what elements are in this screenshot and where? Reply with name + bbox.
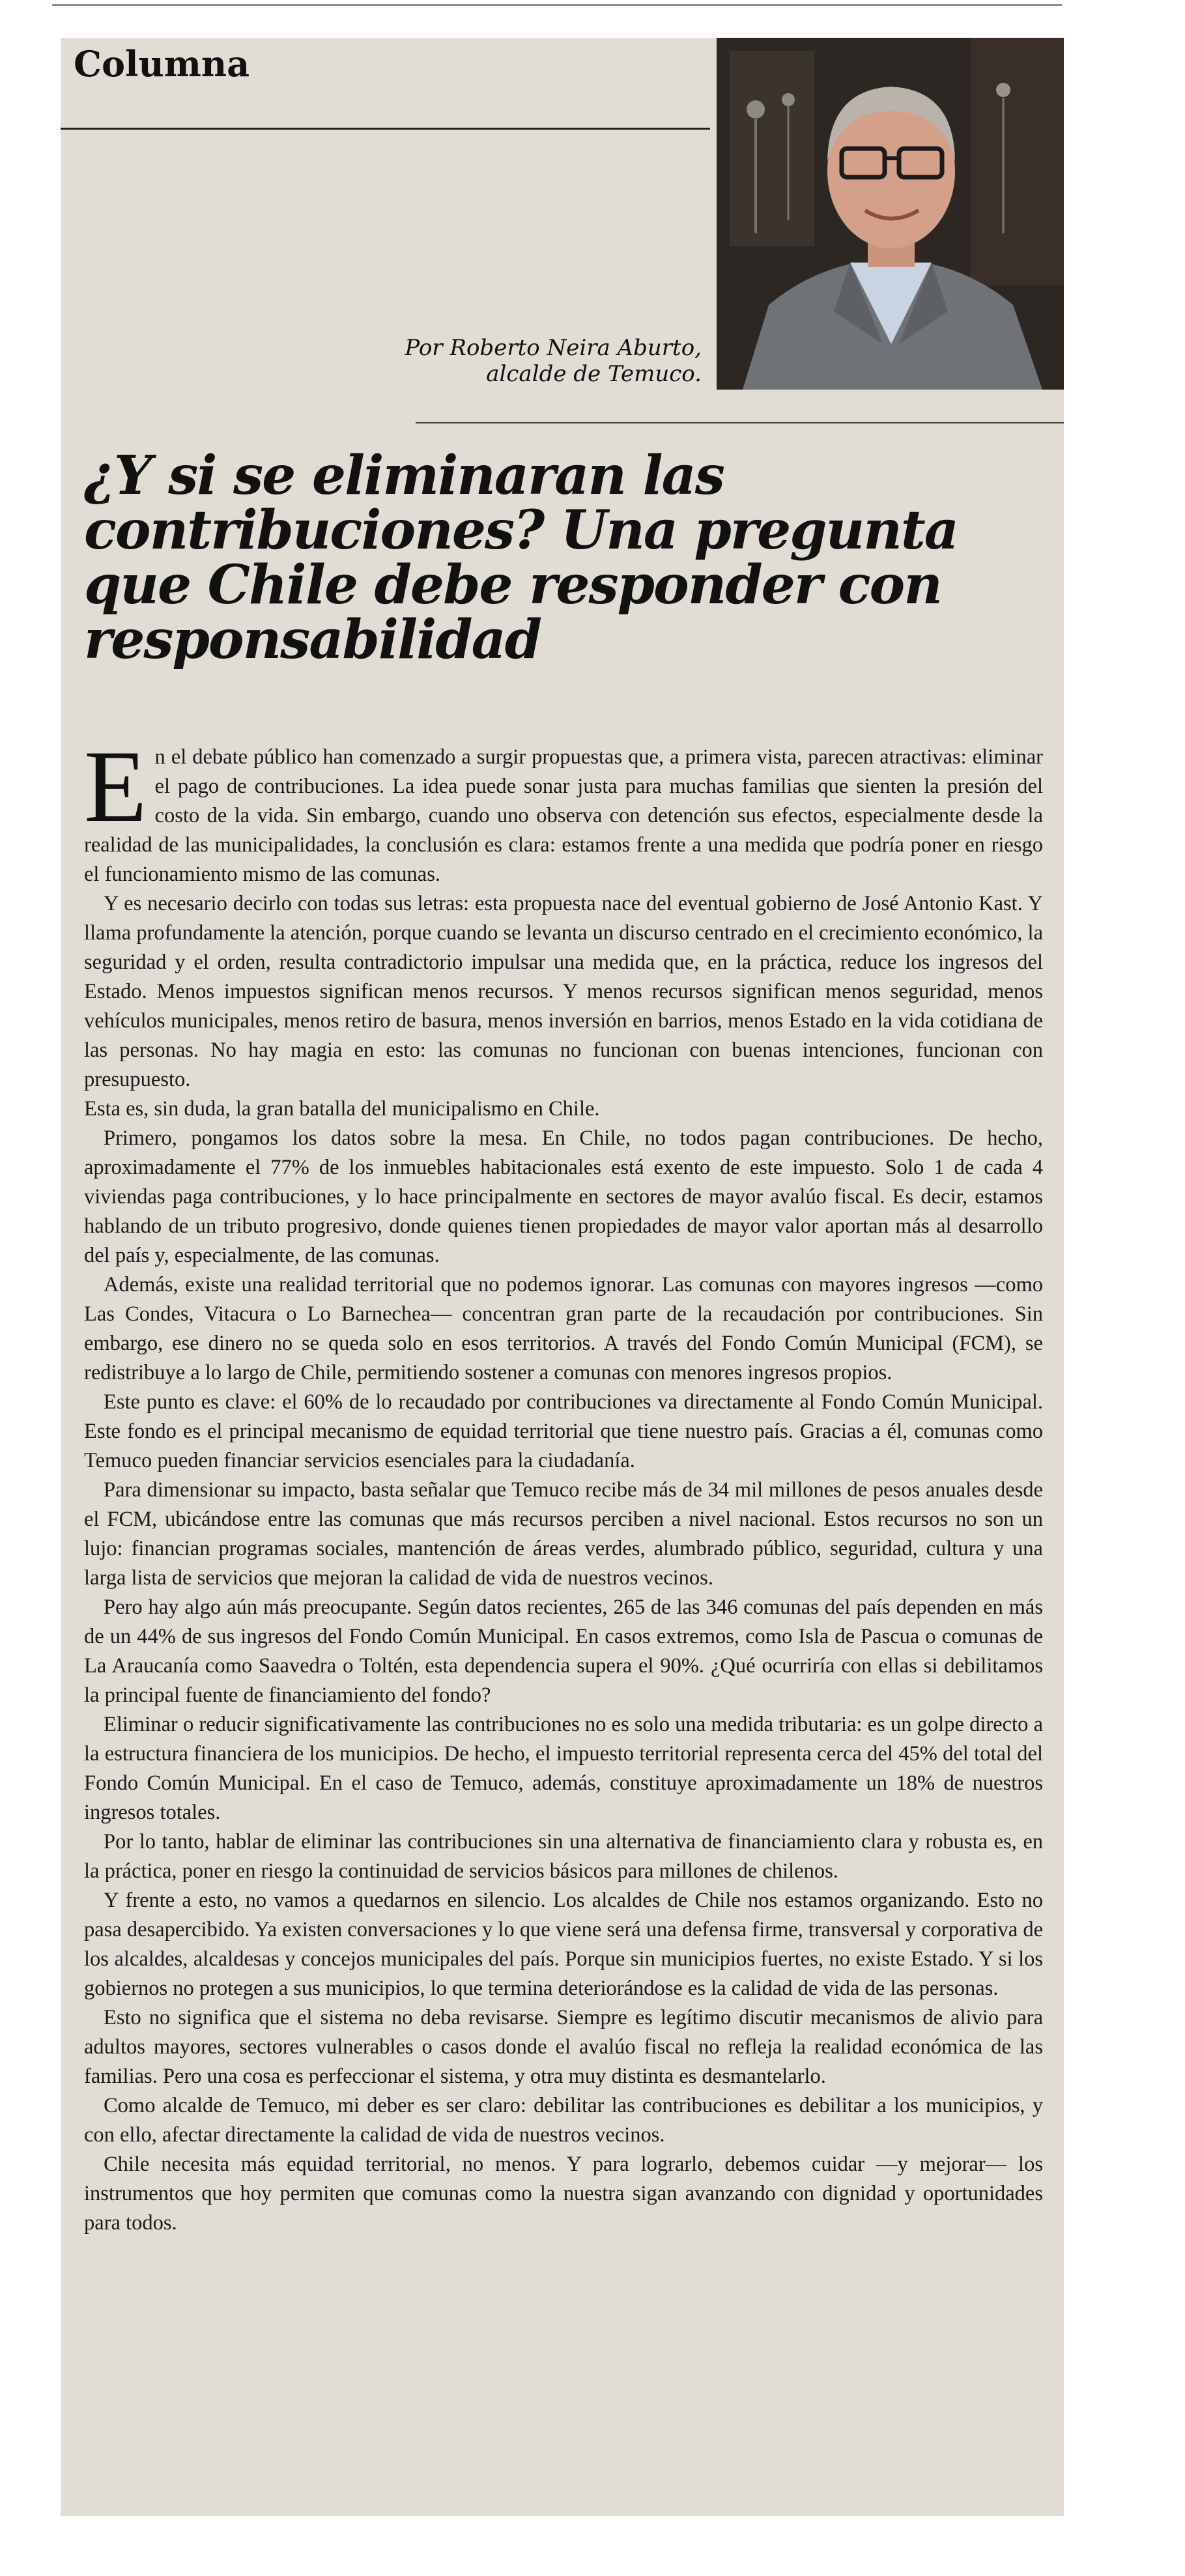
byline-author: Por Roberto Neira Aburto, [405,335,702,361]
paragraph: Esta es, sin duda, la gran batalla del municipalismo en Chile. [84,1097,600,1121]
header-divider [416,422,1064,423]
drop-cap: E [84,730,147,844]
paragraph: Primero, pongamos los datos sobre la mesa. En Chile, no todos pagan contribuciones. De hecho, aproximadamente el 77% de los inmuebles habitacionales está exento de este impuesto. Solo 1 de cada 4 viviendas paga contribuciones, y lo hace principalmente en sectores de mayor avalúo fiscal. Es decir, estamos hablando de un tributo progresivo, donde quienes tienen propiedades de mayor valor aportan más al desarrollo del país y, especialmente, de las comunas. [84,1126,1043,1267]
paragraph: Este punto es clave: el 60% de lo recaudado por contribuciones va directamente al Fondo Común Municipal. Este fondo es el principal mecanismo de equidad territorial que tiene nuestro país. Gracias a él, comunas como Temuco pueden financiar servicios esenciales para la ciudadanía. [84,1390,1043,1472]
paragraph-text: n el debate público han comenzado a surgir propuestas que, a primera vista, parecen atractivas: eliminar el pago de contribuciones. La idea puede sonar justa para muchas familias que sienten la presión del costo de la vida. Sin embargo, cuando uno observa con detención sus efectos, especialmente desde la realidad de las municipalidades, la conclusión es clara: estamos frente a una medida que podría poner en riesgo el funcionamiento mismo de las comunas. [84,745,1043,886]
paragraph: Eliminar o reducir significativamente las contribuciones no es solo una medida tributaria: es un golpe directo a la estructura financiera de los municipios. De hecho, el impuesto territorial representa cerca del 45% del total del Fondo Común Municipal. En el caso de Temuco, además, constituye aproximadamente un 18% de nuestros ingresos totales. [84,1713,1043,1824]
column-page [61,38,1064,2516]
author-photo [717,38,1064,390]
paragraph: Y frente a esto, no vamos a quedarnos en silencio. Los alcaldes de Chile nos estamos organizando. Esto no pasa desapercibido. Ya existen conversaciones y lo que viene será una defensa firme, transversal y corporativa de los alcaldes, alcaldesas y concejos municipales del país. Porque sin municipios fuertes, no existe Estado. Y si los gobiernos no protegen a sus municipios, lo que termina deteriorándose es la calidad de vida de las personas. [84,1889,1043,2000]
article-body [84,730,1043,2238]
paragraph: Por lo tanto, hablar de eliminar las contribuciones sin una alternativa de financiamiento clara y robusta es, en la práctica, poner en riesgo la continuidad de servicios básicos para millones de chilenos. [84,1830,1043,1883]
headline: ¿Y si se eliminaran las contribuciones? Una pregunta que Chile debe responder con responsabilidad [84,444,958,671]
byline [405,335,702,387]
paragraph: Para dimensionar su impacto, basta señalar que Temuco recibe más de 34 mil millones de pesos anuales desde el FCM, ubicándose entre las comunas que más recursos perciben a nivel nacional. Estos recursos no son un lujo: financian programas sociales, mantención de áreas verdes, alumbrado público, seguridad, cultura y una larga lista de servicios que mejoran la calidad de vida de nuestros vecinos. [84,1478,1043,1590]
paragraph: Pero hay algo aún más preocupante. Según datos recientes, 265 de las 346 comunas del país dependen en más de un 44% de sus ingresos del Fondo Común Municipal. En casos extremos, como Isla de Pascua o comunas de La Araucanía como Saavedra o Toltén, esta dependencia supera el 90%. ¿Qué ocurriría con ellas si debilitamos la principal fuente de financiamiento del fondo? [84,1596,1043,1707]
paragraph: Y es necesario decirlo con todas sus letras: esta propuesta nace del eventual gobierno de José Antonio Kast. Y llama profundamente la atención, porque cuando se levanta un discurso centrado en el crecimiento económico, la seguridad y el orden, resulta contradictorio impulsar una medida que, en la práctica, reduce los ingresos del Estado. Menos impuestos significan menos recursos. Y menos recursos significan menos seguridad, menos vehículos municipales, menos retiro de basura, menos inversión en barrios, menos Estado en la vida cotidiana de las personas. No hay magia en esto: las comunas no funcionan con buenas intenciones, funcionan con presupuesto. [84,892,1043,1091]
byline-role: alcalde de Temuco. [486,361,702,387]
paragraph [84,730,1043,889]
section-divider [61,128,710,130]
top-rule [52,4,1062,6]
paragraph: Además, existe una realidad territorial que no podemos ignorar. Las comunas con mayores ingresos —como Las Condes, Vitacura o Lo Barnechea— concentran gran parte de la recaudación por contribuciones. Sin embargo, ese dinero no se queda solo en esos territorios. A través del Fondo Común Municipal (FCM), se redistribuye a lo largo de Chile, permitiendo sostener a comunas con menores ingresos propios. [84,1273,1043,1384]
paragraph: Chile necesita más equidad territorial, no menos. Y para lograrlo, debemos cuidar —y mejorar— los instrumentos que hoy permiten que comunas como la nuestra sigan avanzando con dignidad y oportunidades para todos. [84,2153,1043,2235]
paragraph: Como alcalde de Temuco, mi deber es ser claro: debilitar las contribuciones es debilitar a los municipios, y con ello, afectar directamente la calidad de vida de nuestros vecinos. [84,2094,1043,2147]
paragraph: Esto no significa que el sistema no deba revisarse. Siempre es legítimo discutir mecanismos de alivio para adultos mayores, sectores vulnerables o casos donde el avalúo fiscal no refleja la realidad económica de las familias. Pero una cosa es perfeccionar el sistema, y otra muy distinta es desmantelarlo. [84,2006,1043,2088]
section-label: Columna [74,43,250,85]
